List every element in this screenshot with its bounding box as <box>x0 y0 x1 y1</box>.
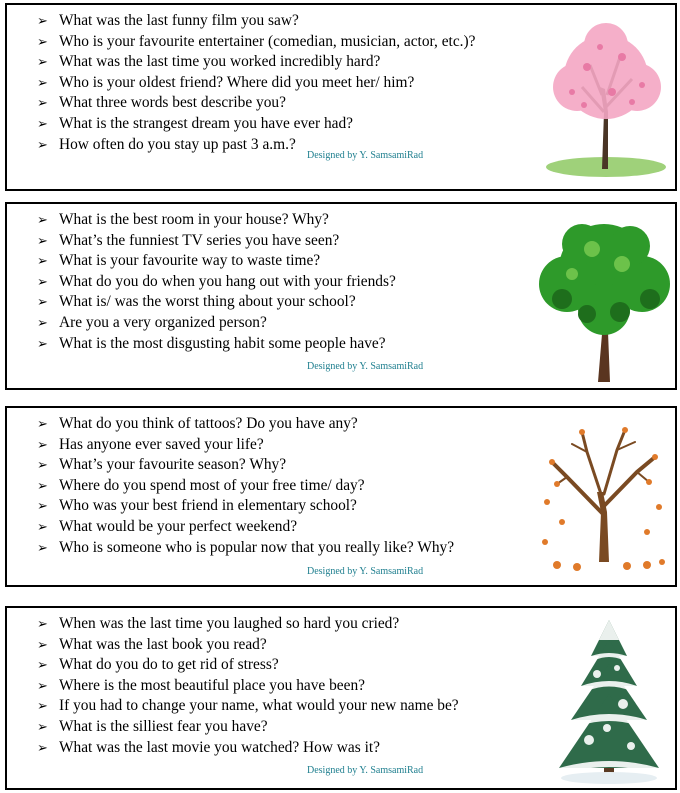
question-card-summer <box>5 202 677 390</box>
arrow-bullet-icon: ➢ <box>37 273 48 289</box>
arrow-bullet-icon: ➢ <box>37 636 48 652</box>
question-item: ➢ Are you a very organized person? <box>37 313 396 334</box>
question-item: ➢ What do you do when you hang out with your friends? <box>37 272 396 293</box>
summer-green-tree-icon <box>532 214 677 384</box>
designer-credit: Designed by Y. SamsamiRad <box>307 361 424 372</box>
question-item: ➢ Who is someone who is popular now that you really like? Why? <box>37 538 454 559</box>
question-item: ➢ What was the last time you worked incredibly hard? <box>37 52 475 73</box>
question-item: ➢ What’s your favourite season? Why? <box>37 455 454 476</box>
question-item: ➢ Has anyone ever saved your life? <box>37 435 454 456</box>
question-item: ➢ What is your favourite way to waste time? <box>37 251 396 272</box>
autumn-bare-tree-icon <box>537 422 672 572</box>
arrow-bullet-icon: ➢ <box>37 498 48 514</box>
designer-credit: Designed by Y. SamsamiRad <box>307 150 424 161</box>
question-item: ➢ How often do you stay up past 3 a.m.? <box>37 135 475 156</box>
arrow-bullet-icon: ➢ <box>37 33 48 49</box>
question-item: ➢ What is the silliest fear you have? <box>37 717 459 738</box>
designer-credit: Designed by Y. SamsamiRad <box>307 566 424 577</box>
arrow-bullet-icon: ➢ <box>37 74 48 90</box>
question-item: ➢ What do you think of tattoos? Do you have any? <box>37 414 454 435</box>
winter-snowy-pine-icon <box>547 616 672 786</box>
arrow-bullet-icon: ➢ <box>37 739 48 755</box>
question-item: ➢ What was the last funny film you saw? <box>37 11 475 32</box>
question-item: ➢ What is the strangest dream you have ever had? <box>37 114 475 135</box>
question-list <box>37 11 475 155</box>
arrow-bullet-icon: ➢ <box>37 436 48 452</box>
arrow-bullet-icon: ➢ <box>37 253 48 269</box>
spring-blossom-tree-icon <box>542 17 670 182</box>
question-item: ➢ What three words best describe you? <box>37 93 475 114</box>
arrow-bullet-icon: ➢ <box>37 314 48 330</box>
designer-credit: Designed by Y. SamsamiRad <box>307 765 424 776</box>
question-item: ➢ What would be your perfect weekend? <box>37 517 454 538</box>
question-item: ➢ What is/ was the worst thing about your school? <box>37 292 396 313</box>
question-card-spring <box>5 3 677 191</box>
arrow-bullet-icon: ➢ <box>37 335 48 351</box>
question-item: ➢ What was the last book you read? <box>37 635 459 656</box>
arrow-bullet-icon: ➢ <box>37 477 48 493</box>
question-item: ➢ If you had to change your name, what would your new name be? <box>37 696 459 717</box>
question-list <box>37 614 459 758</box>
question-list <box>37 210 396 354</box>
arrow-bullet-icon: ➢ <box>37 232 48 248</box>
question-item: ➢ What was the last movie you watched? How was it? <box>37 738 459 759</box>
question-item: ➢ When was the last time you laughed so hard you cried? <box>37 614 459 635</box>
arrow-bullet-icon: ➢ <box>37 54 48 70</box>
question-list <box>37 414 454 558</box>
arrow-bullet-icon: ➢ <box>37 677 48 693</box>
question-item: ➢ What is the most disgusting habit some people have? <box>37 334 396 355</box>
question-card-winter <box>5 606 677 790</box>
arrow-bullet-icon: ➢ <box>37 616 48 631</box>
arrow-bullet-icon: ➢ <box>37 212 48 227</box>
question-item: ➢ What do you do to get rid of stress? <box>37 655 459 676</box>
arrow-bullet-icon: ➢ <box>37 657 48 673</box>
arrow-bullet-icon: ➢ <box>37 13 48 28</box>
question-item: ➢ Who is your oldest friend? Where did you meet her/ him? <box>37 73 475 94</box>
arrow-bullet-icon: ➢ <box>37 518 48 534</box>
arrow-bullet-icon: ➢ <box>37 416 48 431</box>
arrow-bullet-icon: ➢ <box>37 698 48 714</box>
question-item: ➢ What is the best room in your house? Why? <box>37 210 396 231</box>
arrow-bullet-icon: ➢ <box>37 95 48 111</box>
question-item: ➢ Where do you spend most of your free time/ day? <box>37 476 454 497</box>
question-item: ➢ What’s the funniest TV series you have seen? <box>37 231 396 252</box>
arrow-bullet-icon: ➢ <box>37 136 48 152</box>
question-card-autumn <box>5 406 677 587</box>
question-item: ➢ Who was your best friend in elementary school? <box>37 496 454 517</box>
question-item: ➢ Who is your favourite entertainer (comedian, musician, actor, etc.)? <box>37 32 475 53</box>
arrow-bullet-icon: ➢ <box>37 294 48 310</box>
arrow-bullet-icon: ➢ <box>37 457 48 473</box>
arrow-bullet-icon: ➢ <box>37 539 48 555</box>
arrow-bullet-icon: ➢ <box>37 718 48 734</box>
arrow-bullet-icon: ➢ <box>37 115 48 131</box>
question-item: ➢ Where is the most beautiful place you have been? <box>37 676 459 697</box>
